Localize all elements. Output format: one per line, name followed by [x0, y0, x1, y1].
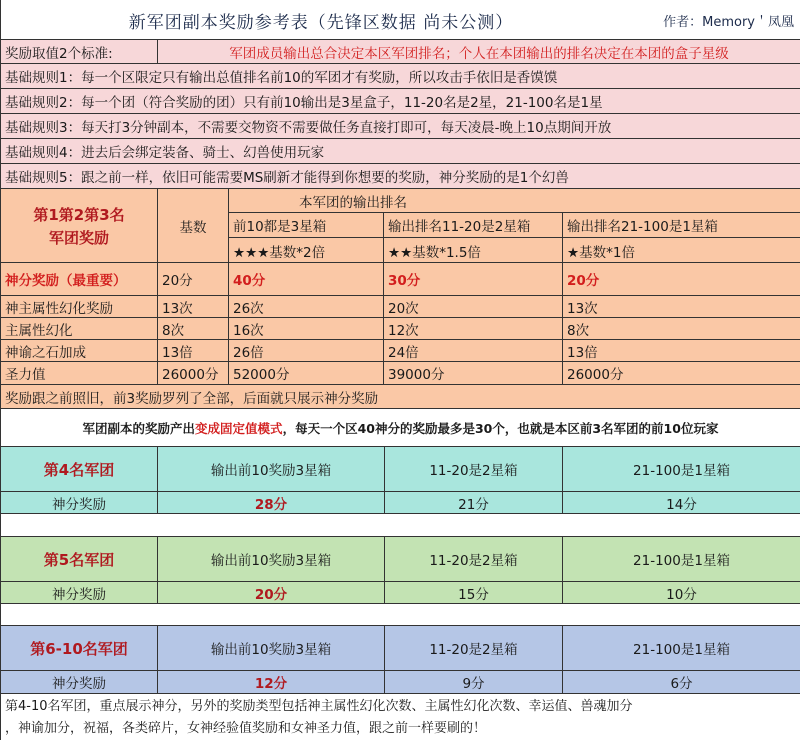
top3-footnote: 奖励跟之前照旧，前3奖励罗列了全部，后面就只展示神分奖励 — [5, 390, 379, 407]
top3-row-main-attr — [1, 318, 800, 340]
value-1star: 20分 — [567, 273, 600, 289]
multiplier-2: ★★基数*1.5倍 — [384, 238, 563, 263]
rank5-value-1star: 10分 — [666, 586, 697, 603]
row-label: 主属性幻化 — [1, 318, 158, 339]
top3-row-holy-power — [1, 362, 800, 385]
rank5-row-label: 神分奖励 — [1, 582, 158, 603]
base-header: 基数 — [158, 189, 229, 263]
rank6-10-value-1star: 6分 — [670, 676, 693, 692]
value-3star: 16次 — [229, 318, 384, 339]
spacer-row — [1, 604, 800, 626]
top3-title-line1: 第1第2第3名 — [33, 206, 125, 224]
rank-header-1: 前10都是3星箱 — [229, 213, 384, 238]
bottom-note-line1: 第4-10名军团，重点展示神分，另外的奖励类型包括神主属性幻化次数、主属性幻化次数、幸运值、兽魂加分 — [5, 699, 633, 714]
rule-row-1 — [1, 64, 800, 89]
value-2star: 39000分 — [384, 362, 563, 384]
rank4-header-1star: 21-100是1星箱 — [633, 463, 730, 479]
rule-text: 基础规则4：进去后会绑定装备、骑士、幻兽使用玩家 — [5, 145, 325, 161]
row-label: 神谕之石加成 — [1, 340, 158, 361]
rank5-value-3star: 20分 — [158, 582, 385, 603]
rule-text: 基础规则3：每天打3分钟副本，不需要交物资不需要做任务直接打即可，每天凌晨-晚上10点期间开放 — [5, 120, 612, 136]
rule-text: 基础规则5：跟之前一样，依旧可能需要MS刷新才能得到你想要的奖励，神分奖励的是1个幻兽 — [5, 170, 569, 186]
criteria-text: 军团成员输出总合决定本区军团排名；个人在本团输出的排名决定在本团的盒子星级 — [229, 45, 729, 62]
rank6-10-value-row — [1, 671, 800, 694]
fixed-mode-prefix: 军团副本的奖励产出 — [82, 420, 196, 436]
row-label: 圣力值 — [1, 362, 158, 384]
page-title: 新军团副本奖励参考表（先锋区数据 尚未公测） — [128, 12, 514, 33]
rule-row-5 — [1, 164, 800, 189]
rule-row-4 — [1, 139, 800, 164]
top3-table-header — [1, 189, 800, 263]
rank-header-2: 输出排名11-20是2星箱 — [384, 213, 563, 238]
output-rank-group-header: 本军团的输出排名 — [229, 189, 800, 213]
base-value: 26000分 — [158, 362, 229, 384]
value-2star: 30分 — [384, 263, 563, 295]
rank4-title: 第4名军团 — [1, 447, 158, 491]
rank5-header-3star: 输出前10奖励3星箱 — [158, 537, 385, 581]
row-label: 神分奖励（最重要） — [1, 263, 158, 295]
top3-title-line2: 军团奖励 — [48, 229, 109, 247]
value-3star: 26次 — [229, 296, 384, 317]
fixed-mode-note — [1, 409, 800, 446]
rank5-value-2star: 15分 — [385, 582, 563, 603]
rank4-value-1star: 14分 — [666, 496, 697, 513]
multiplier-3: ★基数*1倍 — [567, 244, 635, 261]
rank5-value-row — [1, 582, 800, 604]
rank6-10-value-2star: 9分 — [385, 671, 563, 693]
top3-row-god-attr — [1, 296, 800, 318]
rank6-10-value-3star: 12分 — [158, 671, 385, 693]
title-row — [1, 0, 800, 40]
spacer-row — [1, 514, 800, 537]
rank4-value-row — [1, 492, 800, 514]
value-1star: 8次 — [567, 322, 590, 339]
bottom-note-line2: ，神谕加分，祝福，各类碎片，女神经验值奖励和女神圣力值，跟之前一样要刷的！ — [5, 721, 487, 736]
rank4-row-label: 神分奖励 — [1, 492, 158, 513]
rule-row-2 — [1, 89, 800, 114]
rank6-10-header-2star: 11-20是2星箱 — [385, 626, 563, 670]
rank5-title: 第5名军团 — [1, 537, 158, 581]
rule-row-3 — [1, 114, 800, 139]
fixed-mode-suffix: ，每天一个区40神分的奖励最多是30个，也就是本区前3名军团的前10位玩家 — [282, 420, 719, 436]
value-1star: 13倍 — [567, 344, 598, 361]
rank4-value-2star: 21分 — [385, 492, 563, 513]
rule-text: 基础规则1：每一个区限定只有输出总值排名前10的军团才有奖励，所以攻击手依旧是香馍馍 — [5, 70, 558, 86]
base-value: 8次 — [158, 318, 229, 339]
fixed-mode-note-row — [1, 409, 800, 447]
rank6-10-row-label: 神分奖励 — [1, 671, 158, 693]
top3-title — [1, 189, 158, 263]
rank5-header-1star: 21-100是1星箱 — [633, 553, 730, 569]
value-3star: 40分 — [229, 263, 384, 295]
rank4-value-3star: 28分 — [158, 492, 385, 513]
rule-text: 基础规则2：每一个团（符合奖励的团）只有前10输出是3星盒子，11-20名是2星，21-100名是1星 — [5, 95, 603, 111]
top3-row-oracle-stone — [1, 340, 800, 362]
rank4-header-row — [1, 447, 800, 492]
top3-footnote-row — [1, 385, 800, 409]
value-1star: 26000分 — [567, 367, 624, 383]
rank6-10-title: 第6-10名军团 — [1, 626, 158, 670]
rank6-10-header-row — [1, 626, 800, 671]
value-3star: 52000分 — [229, 362, 384, 384]
value-2star: 20次 — [384, 296, 563, 317]
top3-row-divine-points — [1, 263, 800, 296]
value-1star: 13次 — [567, 300, 598, 317]
author-label: 作者：Memory＇凤凰 — [663, 14, 794, 30]
rank5-header-2star: 11-20是2星箱 — [385, 537, 563, 581]
value-2star: 24倍 — [384, 340, 563, 361]
rank6-10-header-3star: 输出前10奖励3星箱 — [158, 626, 385, 670]
fixed-mode-highlight: 变成固定值模式 — [195, 420, 283, 436]
bottom-note — [1, 694, 800, 740]
base-value: 13倍 — [158, 340, 229, 361]
criteria-label: 奖励取值2个标准: — [1, 40, 158, 63]
rank4-header-3star: 输出前10奖励3星箱 — [158, 447, 385, 491]
row-label: 神主属性幻化奖励 — [1, 296, 158, 317]
rank5-header-row — [1, 537, 800, 582]
base-value: 13次 — [158, 296, 229, 317]
rank4-header-2star: 11-20是2星箱 — [385, 447, 563, 491]
rank-header-3: 输出排名21-100是1星箱 — [563, 213, 800, 238]
rank6-10-header-1star: 21-100是1星箱 — [633, 642, 730, 658]
base-value: 20分 — [158, 263, 229, 295]
multiplier-1: ★★★基数*2倍 — [229, 238, 384, 263]
value-3star: 26倍 — [229, 340, 384, 361]
criteria-row — [1, 40, 800, 64]
value-2star: 12次 — [384, 318, 563, 339]
